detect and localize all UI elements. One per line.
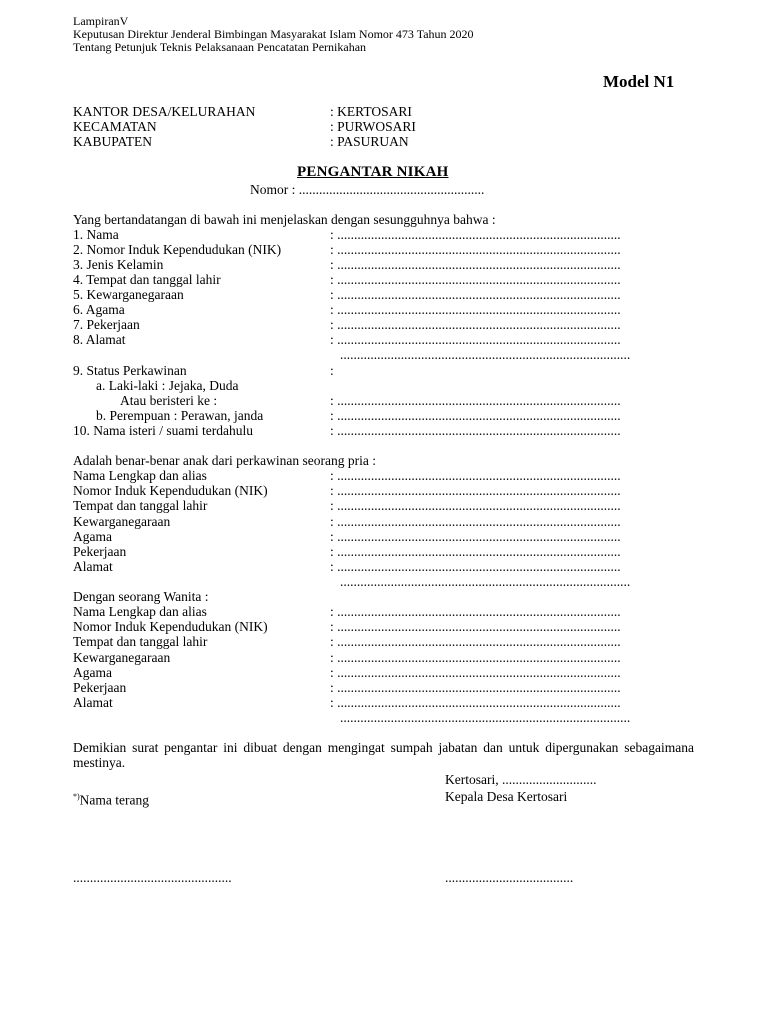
father-label-nik: Nomor Induk Kependudukan (NIK) (73, 483, 268, 498)
mother-dots-address-cont: ...................................................................................... (340, 710, 631, 725)
father-label-address: Alamat (73, 559, 113, 574)
field-label-nama: 1. Nama (73, 227, 119, 242)
mother-dots-birth: : .................................................................................... (330, 634, 621, 649)
field-dots-religion: : .................................................................................... (330, 302, 621, 317)
father-label-religion: Agama (73, 529, 112, 544)
decree-subject: Tentang Petunjuk Teknis Pelaksanaan Pencatatan Pernikahan (73, 40, 367, 54)
field-dots-wife-number: : .................................................................................... (330, 393, 621, 408)
father-dots-birth: : .................................................................................... (330, 498, 621, 513)
field-label-address: 8. Alamat (73, 332, 126, 347)
place-date: Kertosari, ............................ (445, 772, 597, 787)
attachment-label: LampiranV (73, 14, 129, 28)
father-label-name: Nama Lengkap dan alias (73, 468, 207, 483)
field-dots-former-spouse: : .................................................................................... (330, 423, 621, 438)
office-value-kecamatan: : PURWOSARI (330, 119, 416, 134)
father-dots-citizenship: : .................................................................................... (330, 514, 621, 529)
father-dots-address: : .................................................................................... (330, 559, 621, 574)
field-dots-nik: : .................................................................................... (330, 242, 621, 257)
model-code: Model N1 (603, 72, 675, 91)
mother-label-citizenship: Kewarganegaraan (73, 650, 171, 665)
field-label-religion: 6. Agama (73, 302, 125, 317)
father-label-citizenship: Kewarganegaraan (73, 514, 171, 529)
field-label-female-status: b. Perempuan : Perawan, janda (96, 408, 264, 423)
father-label-birth: Tempat dan tanggal lahir (73, 498, 208, 513)
father-dots-name: : .................................................................................... (330, 468, 621, 483)
field-label-gender: 3. Jenis Kelamin (73, 257, 164, 272)
footnote-mark: *) (73, 792, 80, 801)
mother-label-birth: Tempat dan tanggal lahir (73, 634, 208, 649)
mother-dots-occupation: : .................................................................................... (330, 680, 621, 695)
father-dots-religion: : .................................................................................... (330, 529, 621, 544)
decree-reference: Keputusan Direktur Jenderal Bimbingan Masyarakat Islam Nomor 473 Tahun 2020 (73, 27, 474, 41)
intro-text: Yang bertandatangan di bawah ini menjelaskan dengan sesungguhnya bahwa : (73, 212, 496, 227)
mother-label-name: Nama Lengkap dan alias (73, 604, 207, 619)
field-label-male-status: a. Laki-laki : Jejaka, Duda (96, 378, 239, 393)
name-label-text: Nama terang (79, 792, 150, 808)
office-label-kecamatan: KECAMATAN (73, 119, 157, 134)
name-label (73, 789, 149, 808)
field-dots-female-status: : .................................................................................... (330, 408, 621, 423)
field-colon-marital-status: : (330, 363, 334, 378)
closing-statement: Demikian surat pengantar ini dibuat dengan mengingat sumpah jabatan dan untuk dipergunakan sebagaimana mestinya. (73, 740, 694, 770)
field-dots-address: : .................................................................................... (330, 332, 621, 347)
father-label-occupation: Pekerjaan (73, 544, 127, 559)
field-label-former-spouse: 10. Nama isteri / suami terdahulu (73, 423, 253, 438)
father-intro: Adalah benar-benar anak dari perkawinan seorang pria : (73, 453, 376, 468)
field-dots-address-cont: ...................................................................................... (340, 347, 631, 362)
office-value-kabupaten: : PASURUAN (330, 134, 409, 149)
field-dots-gender: : .................................................................................... (330, 257, 621, 272)
field-label-marital-status: 9. Status Perkawinan (73, 363, 187, 378)
document-number: Nomor : ....................................................... (250, 182, 485, 197)
mother-dots-address: : .................................................................................... (330, 695, 621, 710)
signature-line-right: ...................................... (445, 870, 574, 885)
field-dots-birth: : .................................................................................... (330, 272, 621, 287)
mother-label-religion: Agama (73, 665, 112, 680)
mother-label-nik: Nomor Induk Kependudukan (NIK) (73, 619, 268, 634)
mother-dots-nik: : .................................................................................... (330, 619, 621, 634)
mother-dots-name: : .................................................................................... (330, 604, 621, 619)
office-value-desa: : KERTOSARI (330, 104, 412, 119)
father-dots-address-cont: ...................................................................................... (340, 574, 631, 589)
signature-line-left: ............................................... (73, 870, 232, 885)
mother-dots-religion: : .................................................................................... (330, 665, 621, 680)
field-dots-nama: : .................................................................................... (330, 227, 621, 242)
mother-intro: Dengan seorang Wanita : (73, 589, 209, 604)
field-dots-occupation: : .................................................................................... (330, 317, 621, 332)
mother-label-occupation: Pekerjaan (73, 680, 127, 695)
office-label-kabupaten: KABUPATEN (73, 134, 153, 149)
father-dots-nik: : .................................................................................... (330, 483, 621, 498)
mother-dots-citizenship: : .................................................................................... (330, 650, 621, 665)
mother-label-address: Alamat (73, 695, 113, 710)
field-label-birth: 4. Tempat dan tanggal lahir (73, 272, 221, 287)
field-label-citizenship: 5. Kewarganegaraan (73, 287, 184, 302)
field-dots-citizenship: : .................................................................................... (330, 287, 621, 302)
office-label-desa: KANTOR DESA/KELURAHAN (73, 104, 256, 119)
field-label-wife-number: Atau beristeri ke : (120, 393, 218, 408)
father-dots-occupation: : .................................................................................... (330, 544, 621, 559)
field-label-nik: 2. Nomor Induk Kependudukan (NIK) (73, 242, 282, 257)
document-title: PENGANTAR NIKAH (297, 164, 449, 180)
signer-title: Kepala Desa Kertosari (445, 789, 568, 804)
field-label-occupation: 7. Pekerjaan (73, 317, 140, 332)
